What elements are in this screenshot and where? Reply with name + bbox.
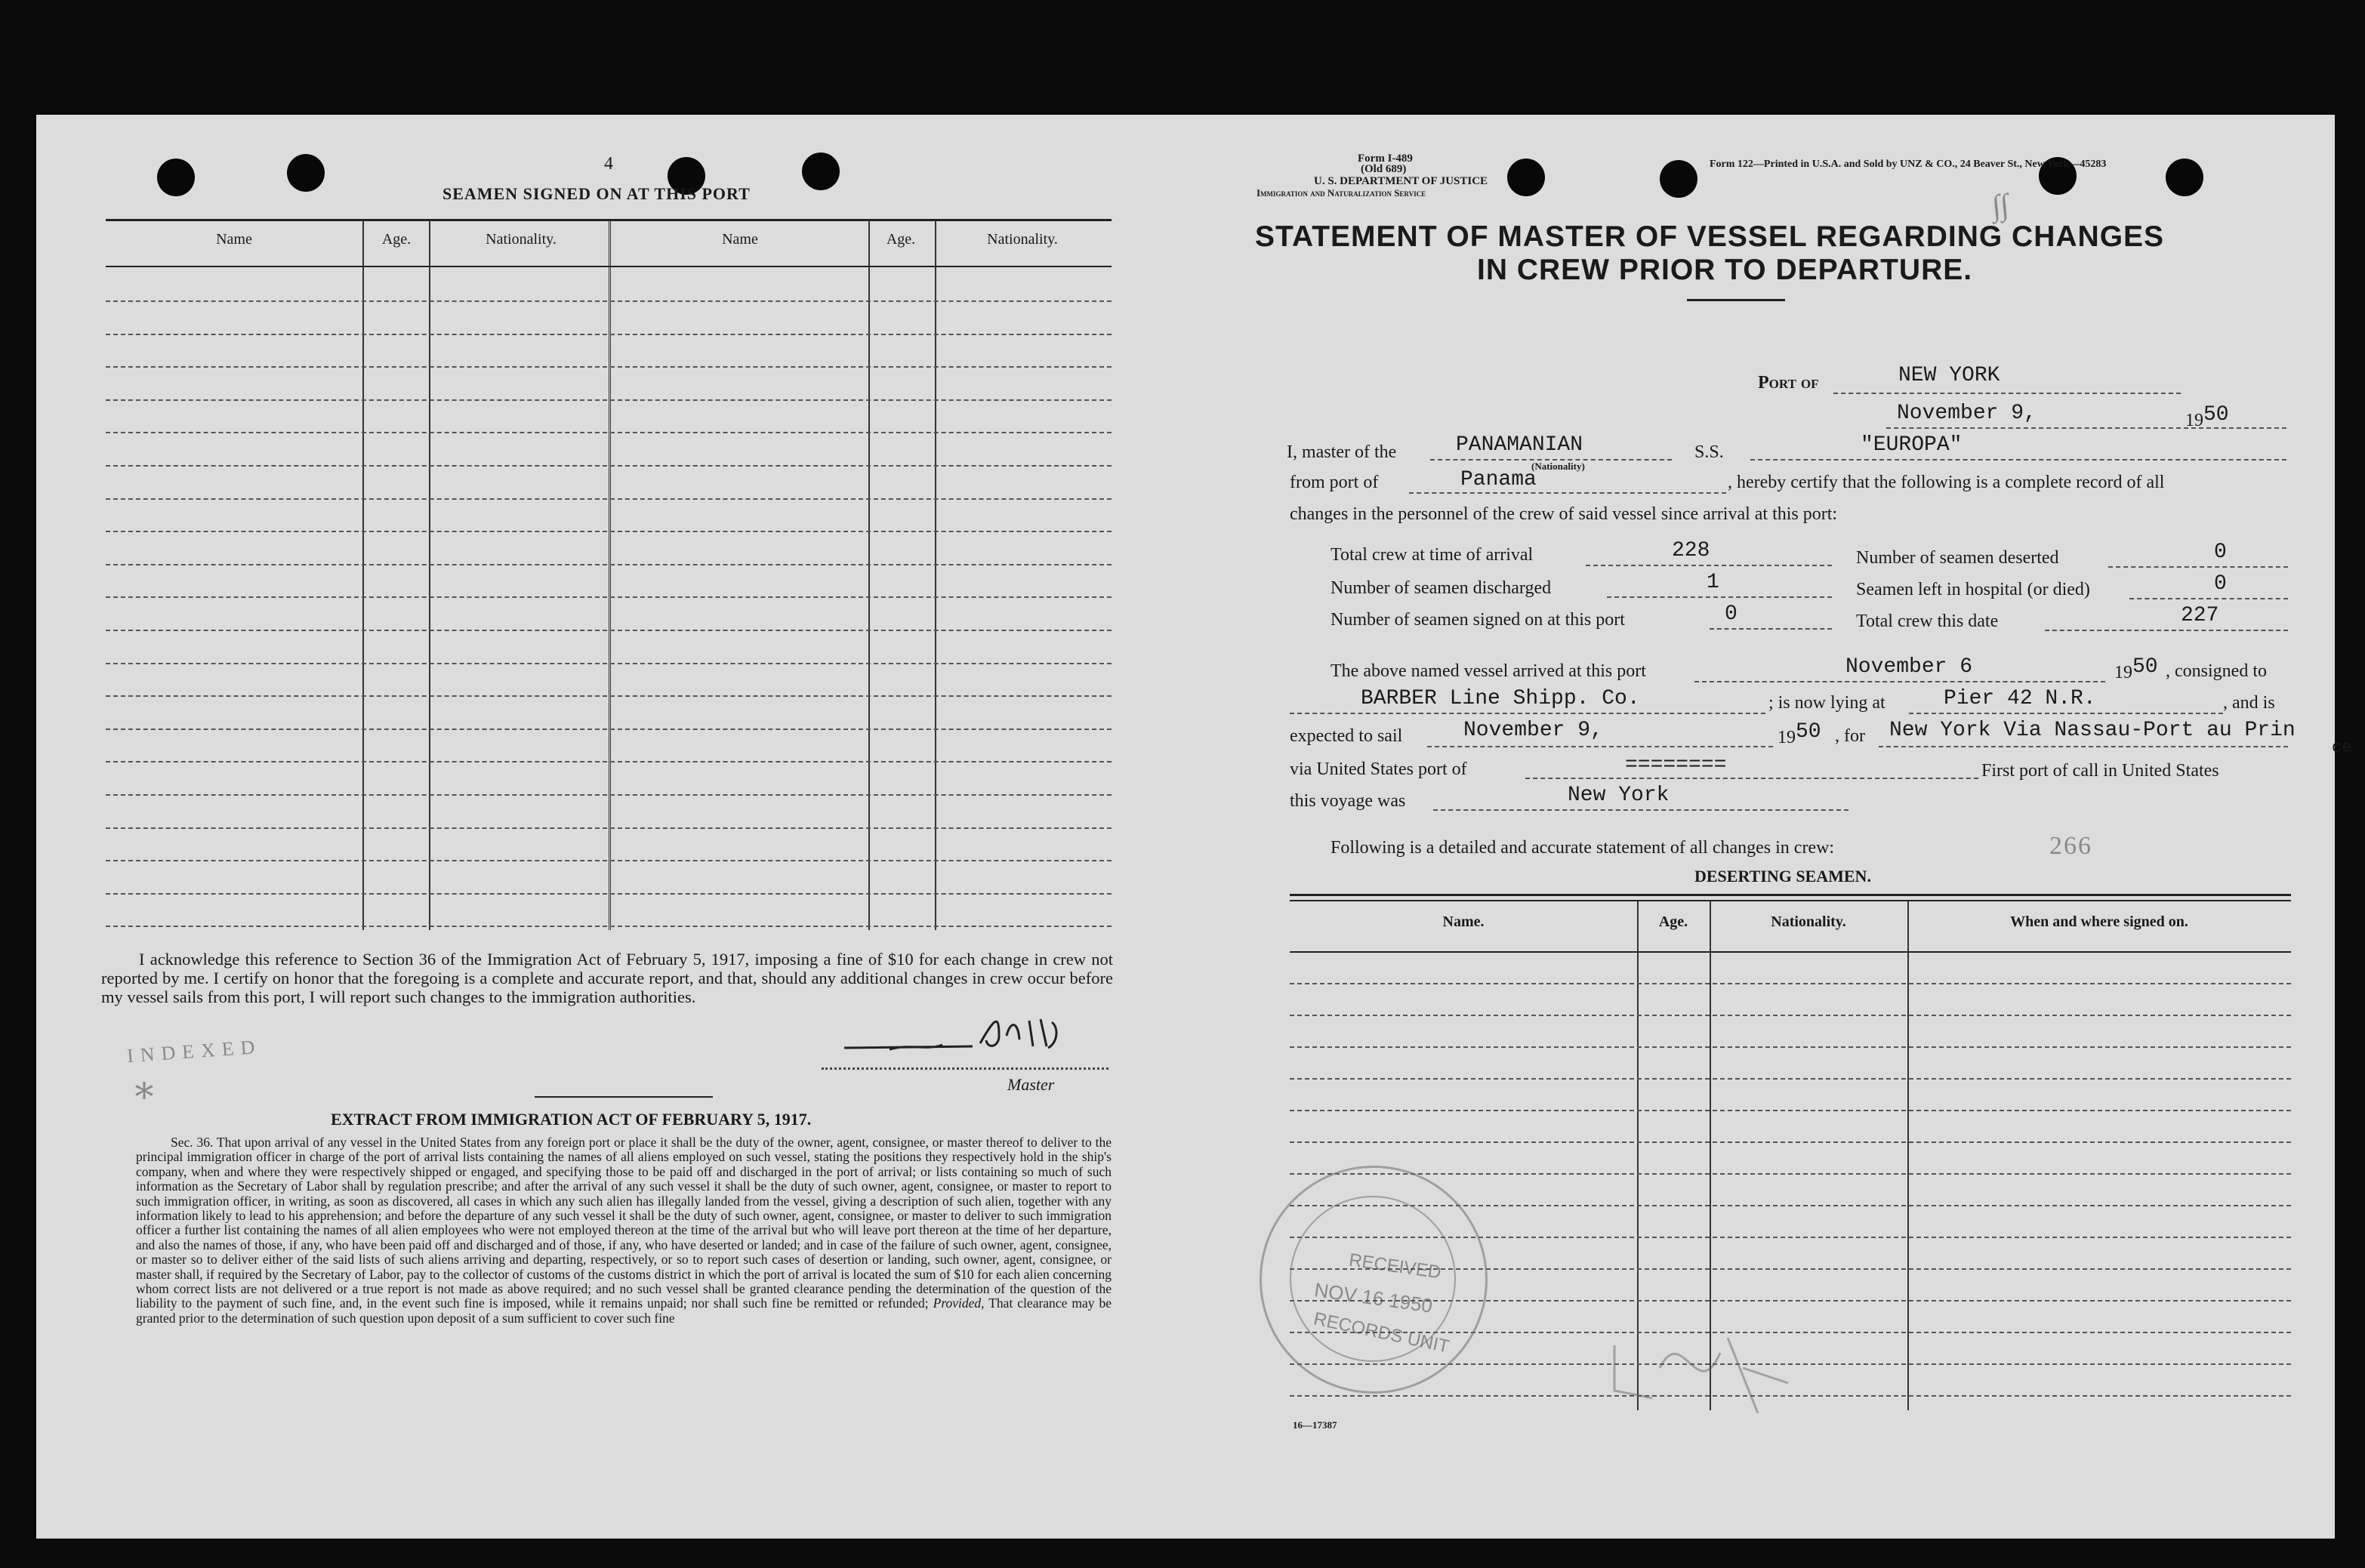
table-row [106, 300, 1112, 302]
table-row [106, 498, 1112, 500]
consigned-label: , consigned to [2166, 661, 2267, 681]
handwritten-mark: ∫∫ [1990, 186, 2011, 223]
table-row [106, 399, 1112, 401]
discharged-line [1607, 596, 1832, 598]
lying-line [1909, 713, 2223, 714]
table-row [106, 564, 1112, 565]
deserted-line [2108, 566, 2288, 568]
from-port-line [1409, 492, 1726, 494]
handwritten-number: 266 [2049, 832, 2092, 860]
page-number: 4 [604, 154, 613, 174]
table-row [106, 432, 1112, 433]
destination-overflow: ce [2332, 738, 2352, 757]
voyage-line [1433, 809, 1849, 811]
and-is-label: , and is [2223, 693, 2275, 713]
arrived-value: November 6 [1845, 655, 1973, 679]
punch-hole [157, 159, 195, 196]
date-year-suffix: 50 [2203, 403, 2229, 427]
sail-year [1778, 720, 1821, 750]
column-divider [609, 220, 611, 930]
table-row [106, 334, 1112, 335]
indexed-stamp: INDEXED [126, 1035, 263, 1067]
table-row [1290, 1110, 2291, 1111]
stamp-unit-text: RECORDS UNIT [1312, 1308, 1451, 1357]
following-label: Following is a detailed and accurate statement of all changes in crew: [1331, 838, 1835, 858]
table-row [106, 729, 1112, 730]
total-now-line [2045, 630, 2288, 631]
table-row [1290, 1015, 2291, 1016]
faint-scribble [1607, 1292, 1803, 1428]
date-line [1886, 427, 2181, 429]
footer-code: 16—17387 [1293, 1419, 1337, 1431]
voyage-value: New York [1568, 784, 1670, 807]
department-name: U. S. DEPARTMENT OF JUSTICE [1314, 175, 1488, 187]
consignee-line [1290, 713, 1765, 714]
via-line [1525, 778, 1978, 779]
form-title-line-1: STATEMENT OF MASTER OF VESSEL REGARDING CHANGES [1255, 220, 2165, 253]
total-arrival-line [1586, 565, 1832, 566]
destination-line [1879, 746, 2288, 747]
consignee-value: BARBER Line Shipp. Co. [1361, 687, 1640, 710]
column-divider [362, 220, 364, 930]
date-value: November 9, [1897, 402, 2037, 425]
total-arrival-value: 228 [1672, 539, 1710, 562]
nationality-caption: (Nationality) [1531, 461, 1585, 472]
deserting-title: DESERTING SEAMEN. [1694, 867, 1871, 886]
signed-on-line [1710, 628, 1832, 630]
column-divider [935, 220, 936, 930]
table-row [106, 761, 1112, 762]
master-signature [844, 1013, 1131, 1066]
hospital-line [2129, 598, 2288, 599]
vessel-line [1750, 459, 2286, 461]
punch-hole [2166, 159, 2203, 196]
stamp-date-text: NOV 16 1950 [1312, 1278, 1434, 1317]
punch-hole [287, 154, 325, 192]
table-row [106, 827, 1112, 829]
title-rule [1687, 299, 1785, 301]
deserting-column-divider [1907, 901, 1909, 1410]
lying-label: ; is now lying at [1768, 693, 1886, 713]
punch-hole [1507, 159, 1545, 196]
table-row [106, 465, 1112, 467]
table-row [106, 893, 1112, 895]
column-header: Name [722, 231, 758, 248]
extract-text [136, 1135, 1112, 1326]
for-label: , for [1835, 726, 1865, 746]
deserting-column-header: When and where signed on. [2010, 913, 2188, 930]
arrived-year [2114, 655, 2158, 685]
deserting-column-header: Name. [1442, 913, 1485, 930]
column-header: Name [216, 231, 252, 248]
extract-section: Sec. 36. [171, 1135, 214, 1150]
extract-tail: That clearance may be granted prior to the determination of such question upon deposit of a sum sufficient to cover such fine [136, 1295, 1112, 1326]
form-old: (Old 689) [1361, 163, 1407, 175]
column-divider [868, 220, 870, 930]
deserted-label: Number of seamen deserted [1856, 548, 2059, 568]
deserting-column-header: Nationality. [1771, 913, 1846, 930]
table-row [106, 366, 1112, 368]
arrived-label: The above named vessel arrived at this port [1331, 661, 1646, 681]
form-id: Form I-489 [1358, 152, 1413, 165]
port-of-value: NEW YORK [1898, 364, 2000, 387]
column-header: Nationality. [987, 231, 1058, 248]
hospital-label: Seamen left in hospital (or died) [1856, 580, 2090, 599]
indexed-stamp-mark: ∗ [131, 1068, 157, 1111]
table-row [106, 630, 1112, 631]
voyage-label: this voyage was [1290, 791, 1406, 811]
extract-rule [535, 1096, 713, 1098]
sail-year-prefix: 19 [1778, 728, 1796, 747]
total-arrival-label: Total crew at time of arrival [1331, 545, 1534, 565]
deserting-top-rule-2 [1290, 900, 2291, 901]
table-row [1290, 983, 2291, 984]
extract-body: That upon arrival of any vessel in the United States from any foreign port or place it shall be the duty of the owner, agent, consignee, or master thereof to deliver to the principal immigration officer in charge of the port of arrival lists containing the names of all aliens employed on such vessel, stating the positions they respectively hold in the ship's company, when and where they were respectively shipped or engaged, and specifying those to be paid off and discharged in the port of arrival; or lists containing so much of such information as the Secretary of Labor shall by regulation prescribe; and after the arrival of any such vessel it shall be the duty of such owner, agent, consignee, or master to report to such immigration officer, in writing, as soon as discovered, all cases in which any such alien has illegally landed from the vessel, giving a description of such alien, together with any information likely to lead to his apprehension; and before the departure of any such vessel it shall be the duty of such owner, agent, consignee, or master to deliver to such immigration officer a further list containing the names of all alien employees who were not employed thereon at the time of the arrival but who will leave port thereon at the time of her departure, and also the names of those, if any, who have been paid off and discharged and of those, if any, who have deserted or landed; and in case of the failure of such owner, agent, consignee, or master so to deliver either of the said lists of such aliens arriving and departing, respectively, or so to report such cases of desertion or landing, such owner, agent, consignee, or master shall, if required by the Secretary of Labor, pay to the collector of customs of the customs district in which the port of arrival is located the sum of $10 for each alien concerning whom correct lists are not delivered or a true report is not made as above required; and no such vessel shall be granted clearance pending the determination of the question of the liability to the payment of such fine, and, in the event such fine is imposed, while it remains unpaid; nor shall such fine be remitted or refunded; [136, 1135, 1112, 1311]
column-header: Age. [886, 231, 916, 248]
table-row [106, 860, 1112, 861]
port-of-label: Port of [1758, 373, 1819, 393]
sail-date-value: November 9, [1463, 719, 1603, 742]
punch-hole [1660, 160, 1697, 198]
lying-value: Pier 42 N.R. [1944, 687, 2096, 710]
arrived-year-prefix: 19 [2114, 663, 2132, 682]
table-row [106, 695, 1112, 697]
deserting-column-header: Age. [1658, 913, 1688, 930]
vessel-value: "EUROPA" [1861, 433, 1963, 457]
sail-year-suffix: 50 [1796, 720, 1821, 744]
left-page-title: SEAMEN SIGNED ON AT THIS PORT [442, 184, 751, 203]
changes-text: changes in the personnel of the crew of said vessel since arrival at this port: [1290, 504, 1838, 524]
via-value: ======== [1625, 753, 1727, 777]
ss-label: S.S. [1694, 442, 1724, 462]
port-of-line [1833, 393, 2181, 394]
table-row [1290, 1046, 2291, 1048]
table-row [1290, 1173, 2291, 1175]
discharged-value: 1 [1707, 571, 1719, 594]
master-label: Master [1007, 1075, 1055, 1094]
document-sheet [36, 115, 2352, 1539]
date-year [2185, 403, 2229, 433]
stamp-received-text: RECEIVED [1347, 1249, 1443, 1283]
column-header: Nationality. [486, 231, 557, 248]
table-row [106, 663, 1112, 664]
extract-provided: Provided, [933, 1295, 985, 1311]
from-port-label: from port of [1290, 473, 1379, 492]
nationality-value: PANAMANIAN [1456, 433, 1583, 457]
from-port-value: Panama [1460, 468, 1537, 491]
extract-title: EXTRACT FROM IMMIGRATION ACT OF FEBRUARY 5, 1917. [331, 1110, 812, 1129]
sail-date-line [1427, 746, 1773, 747]
signed-on-value: 0 [1725, 602, 1738, 626]
column-header: Age. [381, 231, 412, 248]
via-label: via United States port of [1290, 759, 1467, 779]
table-row [106, 794, 1112, 796]
table-row [106, 531, 1112, 532]
signed-on-label: Number of seamen signed on at this port [1331, 610, 1625, 630]
arrived-line [1694, 681, 2105, 682]
total-now-label: Total crew this date [1856, 611, 1999, 631]
master-signature-line [822, 1067, 1108, 1070]
total-now-value: 227 [2181, 604, 2219, 627]
column-divider [429, 220, 430, 930]
service-name: Immigration and Naturalization Service [1257, 187, 1426, 199]
deserting-header-rule [1290, 951, 2291, 953]
deserted-value: 0 [2214, 541, 2227, 564]
table-row [106, 926, 1112, 927]
form-title-line-2: IN CREW PRIOR TO DEPARTURE. [1477, 254, 1973, 286]
certify-text: , hereby certify that the following is a complete record of all [1728, 473, 2165, 492]
table-row [106, 596, 1112, 598]
date-year-line [2184, 427, 2286, 429]
table-row [1290, 1078, 2291, 1080]
arrived-year-suffix: 50 [2132, 655, 2158, 679]
table-row [1290, 1141, 2291, 1143]
destination-value: New York Via Nassau-Port au Prin [1889, 719, 2296, 742]
discharged-label: Number of seamen discharged [1331, 578, 1552, 598]
first-port-label: First port of call in United States [1981, 761, 2219, 781]
master-of-label: I, master of the [1287, 442, 1397, 462]
expected-label: expected to sail [1290, 726, 1403, 746]
hospital-value: 0 [2214, 572, 2227, 596]
printer-note: Form 122—Printed in U.S.A. and Sold by UNZ & CO., 24 Beaver St., New York—45283 [1710, 159, 2107, 170]
deserting-top-rule [1290, 894, 2291, 896]
punch-hole [802, 152, 840, 190]
acknowledgment-text: I acknowledge this reference to Section 36 of the Immigration Act of February 5, 1917, imposing a fine of $10 for each change in crew not reported by me. I certify on honor that the foregoing is a complete and accurate report, and that, should any additional changes in crew occur before my vessel sails from this port, I will report such changes to the immigration authorities. [101, 950, 1113, 1006]
date-year-prefix: 19 [2185, 411, 2203, 430]
